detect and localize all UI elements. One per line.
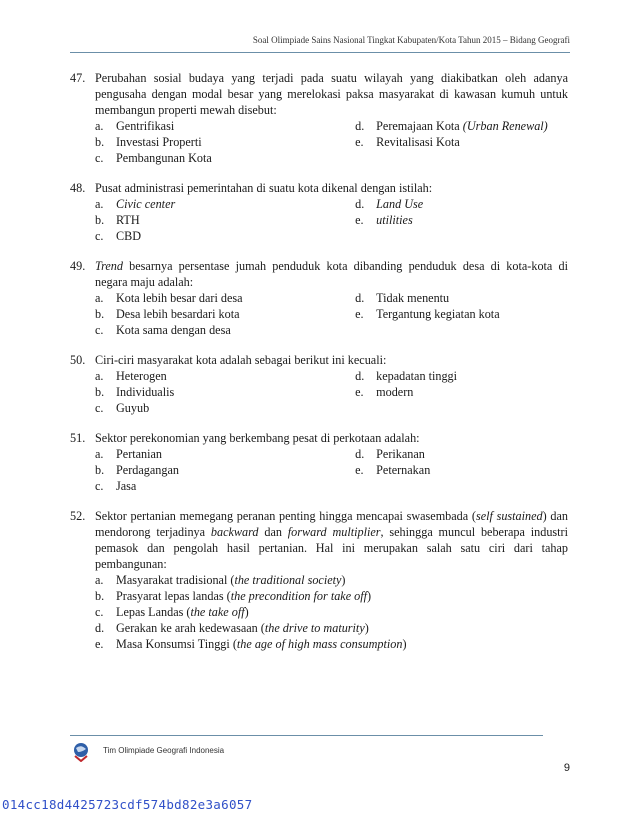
footer-divider [70,735,543,736]
answer-option-a[interactable]: a. Pertanian [95,447,163,461]
question-number: 52. [70,509,86,523]
answer-option-d[interactable]: d. Peremajaan Kota (Urban Renewal) [355,119,548,133]
page-number: 9 [563,762,570,774]
answer-options [95,196,568,244]
header-divider [70,52,570,53]
question-stem: Ciri-ciri masyarakat kota adalah sebagai berikut ini kecuali: [95,353,387,367]
answer-option-c[interactable]: c. Pembangunan Kota [95,151,212,165]
answer-option-a[interactable]: a. Civic center [95,197,176,211]
answer-option-b[interactable]: b. Individualis [95,385,175,399]
answer-option-b[interactable]: b. Desa lebih besardari kota [95,307,240,321]
document-hash: 014cc18d4425723cdf574bd82e3a6057 [2,797,253,812]
answer-options [95,290,568,338]
answer-option-b[interactable]: b. Investasi Properti [95,135,202,149]
answer-options [95,368,568,416]
question-50 [70,352,568,416]
answer-option-b[interactable]: b. Perdagangan [95,463,179,477]
answer-options [95,118,568,166]
question-stem: Sektor pertanian memegang peranan penting hingga mencapai swasembada (self sustained) dan mendorong terjadinya backward dan forward multiplier, sehingga muncul beberapa industri pemasok dan pengolah hasil pertanian. Hal ini merupakan salah satu ciri dari tahap pembangunan: [95,509,569,571]
answer-option-d[interactable]: d. Tidak menentu [355,291,450,305]
footer-text: Tim Olimpiade Geografi Indonesia [103,746,225,755]
page-header: Soal Olimpiade Sains Nasional Tingkat Kabupaten/Kota Tahun 2015 – Bidang Geografi [252,35,570,45]
answer-option-d[interactable]: d. Perikanan [355,447,425,461]
answer-options [95,572,568,652]
question-48 [70,180,568,244]
question-stem: Trend besarnya persentase jumah penduduk kota dibanding penduduk desa di kota-kota di negara maju adalah: [95,259,568,289]
answer-option-c[interactable]: c. Lepas Landas (the take off) [95,605,249,619]
question-49 [70,258,568,338]
answer-option-a[interactable]: a. Heterogen [95,369,167,383]
answer-option-b[interactable]: b. Prasyarat lepas landas (the precondition for take off) [95,589,372,603]
answer-option-a[interactable]: a. Kota lebih besar dari desa [95,291,243,305]
question-stem: Perubahan sosial budaya yang terjadi pada suatu wilayah yang diakibatkan oleh adanya pengusaha dengan modal besar yang merelokasi paksa masyarakat di kawasan kumuh untuk membangun properti mewah disebut: [95,71,568,117]
answer-option-d[interactable]: d. kepadatan tinggi [355,369,458,383]
question-stem: Pusat administrasi pemerintahan di suatu kota dikenal dengan istilah: [95,181,433,195]
question-number: 47. [70,71,86,85]
answer-option-a[interactable]: a. Gentrifikasi [95,119,175,133]
answer-option-c[interactable]: c. CBD [95,229,142,243]
answer-option-a[interactable]: a. Masyarakat tradisional (the traditional society) [95,573,346,587]
question-47 [70,70,568,166]
answer-options [95,446,568,494]
question-list [70,70,568,666]
answer-option-d[interactable]: d. Gerakan ke arah kedewasaan (the drive to maturity) [95,621,369,635]
question-51 [70,430,568,494]
answer-option-e[interactable]: e. Revitalisasi Kota [355,135,460,149]
question-number: 49. [70,259,86,273]
answer-option-e[interactable]: e. Masa Konsumsi Tinggi (the age of high mass consumption) [95,637,407,651]
question-stem: Sektor perekonomian yang berkembang pesat di perkotaan adalah: [95,431,420,445]
answer-option-c[interactable]: c. Jasa [95,479,137,493]
answer-option-c[interactable]: c. Kota sama dengan desa [95,323,231,337]
answer-option-b[interactable]: b. RTH [95,213,140,227]
globe-logo-icon [72,740,90,762]
answer-option-d[interactable]: d. Land Use [355,197,424,211]
answer-option-e[interactable]: e. Tergantung kegiatan kota [355,307,500,321]
question-number: 50. [70,353,86,367]
question-number: 51. [70,431,86,445]
answer-option-c[interactable]: c. Guyub [95,401,150,415]
question-52 [70,508,568,652]
question-number: 48. [70,181,86,195]
answer-option-e[interactable]: e. modern [355,385,414,399]
answer-option-e[interactable]: e. Peternakan [355,463,431,477]
answer-option-e[interactable]: e. utilities [355,213,413,227]
